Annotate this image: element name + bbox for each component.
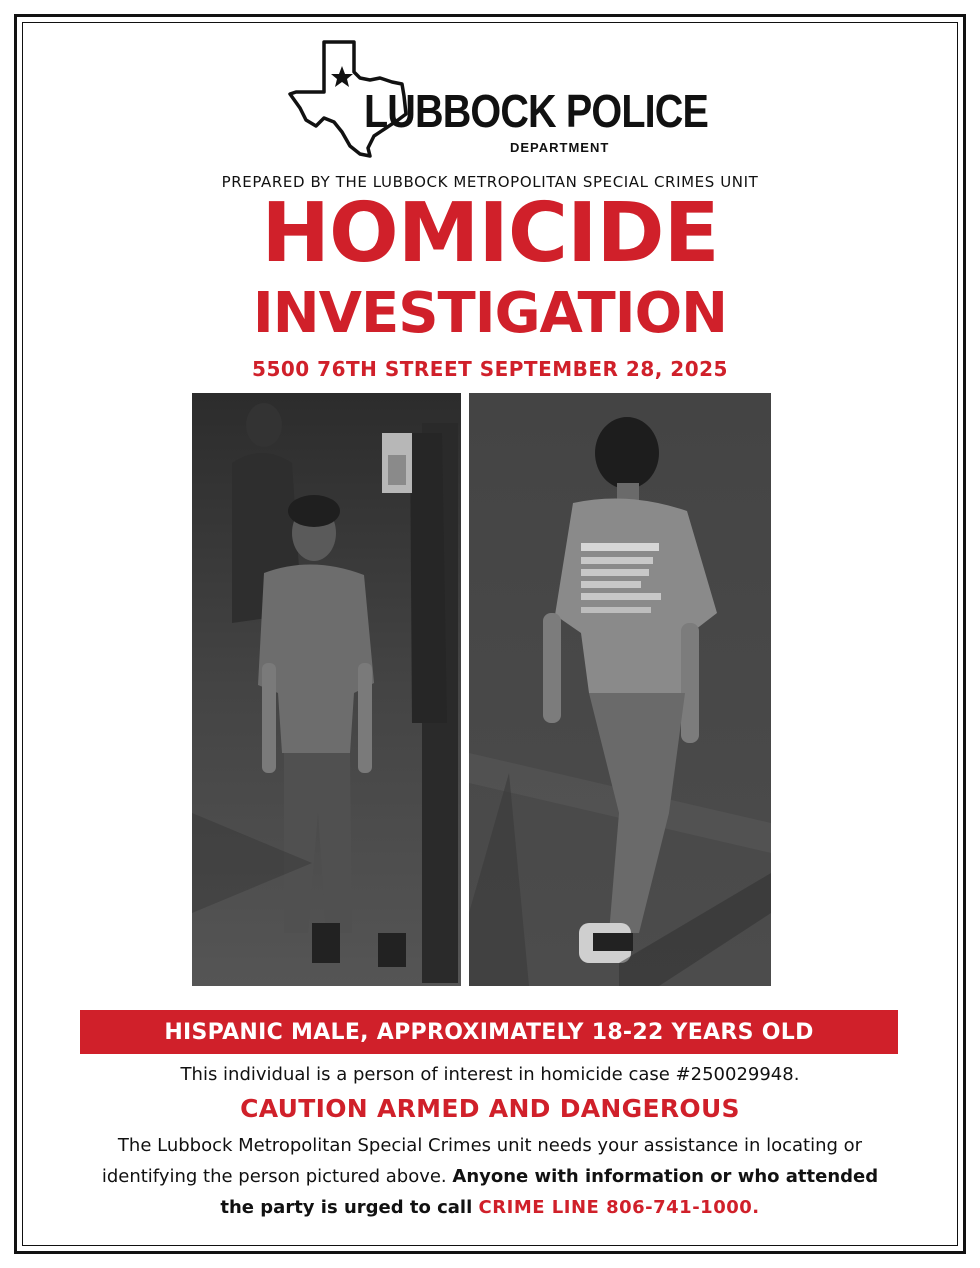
logo-name: LUBBOCK POLICE xyxy=(364,85,708,137)
description-banner: HISPANIC MALE, APPROXIMATELY 18-22 YEARS OLD xyxy=(80,1010,898,1054)
title-investigation: INVESTIGATION xyxy=(252,281,728,346)
person-of-interest-text: This individual is a person of interest in homicide case #250029948. xyxy=(180,1064,800,1085)
crime-line-number: CRIME LINE 806-741-1000. xyxy=(478,1197,760,1218)
surveillance-photo-icon xyxy=(469,393,771,986)
location-date: 5500 76TH STREET SEPTEMBER 28, 2025 xyxy=(252,357,728,381)
prepared-by-line: PREPARED BY THE LUBBOCK METROPOLITAN SPECIAL CRIMES UNIT xyxy=(221,173,759,191)
logo-department: DEPARTMENT xyxy=(510,140,610,155)
suspect-back-photo xyxy=(469,393,771,986)
call-to-action-text: Anyone with information or who attended the party is urged to call xyxy=(220,1166,879,1218)
suspect-front-photo xyxy=(192,393,461,986)
lubbock-police-logo xyxy=(288,38,708,158)
caution-heading: CAUTION ARMED AND DANGEROUS xyxy=(240,1094,740,1123)
title-homicide: HOMICIDE xyxy=(261,186,719,281)
assistance-paragraph xyxy=(90,1130,890,1223)
surveillance-photo-icon xyxy=(192,393,461,986)
assistance-text: The Lubbock Metropolitan Special Crimes unit needs your assistance in locating or identifying the person pictured above. xyxy=(101,1135,863,1187)
